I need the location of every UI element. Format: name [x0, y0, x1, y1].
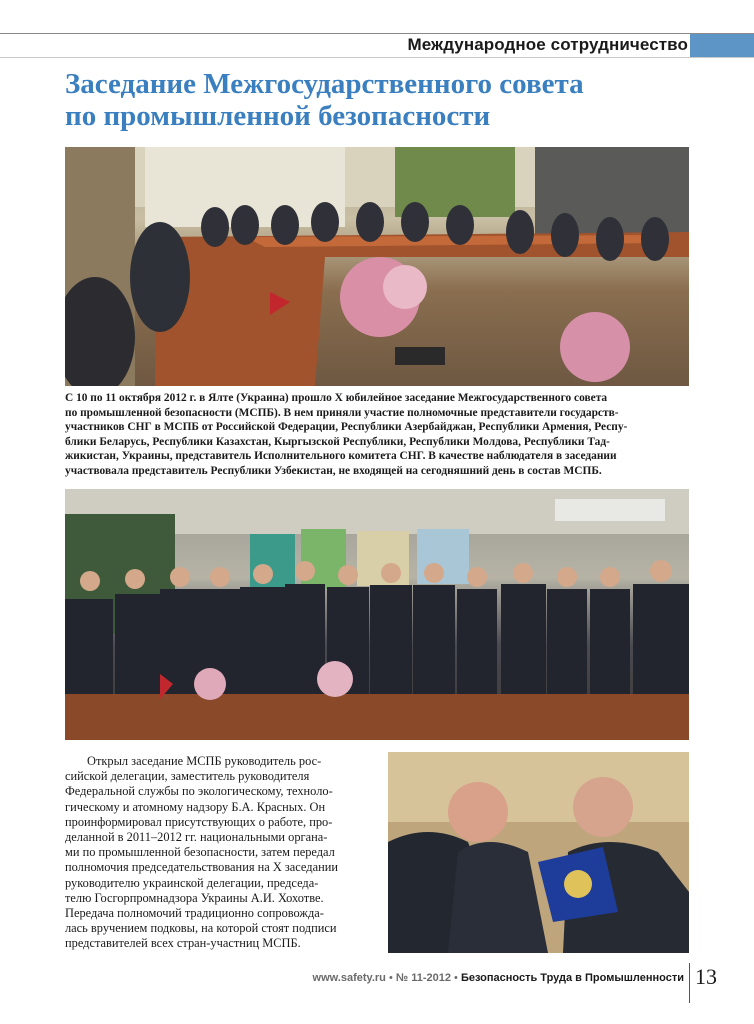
footer-site: www.safety.ru — [312, 972, 386, 984]
photo-caption — [65, 391, 689, 479]
body-line: руководителю украинской делегации, председа- — [65, 875, 319, 890]
caption-line: блики Беларусь, Республики Казахстан, Кыргызской Республики, Республики Молдова, Республики Тад- — [65, 435, 610, 448]
body-line: сийской делегации, заместитель руководителя — [65, 769, 310, 784]
body-line: полномочия председательствования на X заседании — [65, 860, 338, 875]
section-label: Международное сотрудничество — [407, 35, 688, 54]
title-line: Заседание Межгосударственного совета — [65, 68, 584, 100]
footer-bullet: • — [388, 972, 393, 984]
section-color-tab — [690, 34, 754, 57]
caption-line: участников СНГ в МСПБ от Российской Федерации, Республики Азербайджан, Республики Армения, Респу- — [65, 421, 628, 434]
body-line: лась вручением подковы, на которой стоят подписи — [65, 921, 337, 936]
caption-line: участвовала представитель Республики Узбекистан, не входящей на сегодняшний день в состав МСПБ. — [65, 464, 602, 477]
body-line: гическому и атомному надзору Б.А. Красных. Он — [65, 799, 326, 814]
footer-issue: № 11-2012 — [395, 972, 451, 984]
body-line: Федеральной службы по экологическому, техноло- — [65, 784, 333, 799]
group-photo — [65, 489, 689, 740]
footer-magazine: Безопасность Труда в Промышленности — [460, 972, 684, 984]
footer-bullet: • — [454, 972, 458, 984]
body-line: ми по промышленной безопасности, затем передал — [65, 845, 335, 860]
body-line: Открыл заседание МСПБ руководитель рос- — [87, 754, 322, 768]
body-line: проинформировал присутствующих о работе, про- — [65, 814, 333, 829]
caption-line: по промышленной безопасности (МСПБ). В нем приняли участие полномочные представители государств- — [65, 406, 619, 419]
meeting-room-photo — [65, 147, 689, 386]
article-title — [65, 68, 705, 132]
title-line: по промышленной безопасности — [65, 100, 491, 132]
body-line: представителей всех стран-участниц МСПБ. — [65, 936, 301, 951]
handover-photo — [388, 752, 689, 953]
header-bottom-rule — [0, 57, 754, 58]
article-body — [65, 754, 373, 952]
footer-divider — [689, 963, 690, 1003]
caption-line: жикистан, Украины, представитель Исполнительного комитета СНГ. В качестве наблюдателя в заседании — [65, 450, 617, 463]
footer-line — [250, 970, 684, 986]
body-line: деланной в 2011–2012 гг. национальными органа- — [65, 830, 328, 845]
body-line: телю Госгорпромнадзора Украины А.И. Хохотве. — [65, 890, 324, 905]
body-line: Передача полномочий традиционно сопровождa- — [65, 906, 324, 921]
caption-line: С 10 по 11 октября 2012 г. в Ялте (Украина) прошло X юбилейное заседание Межгосударственного совета — [65, 392, 608, 404]
page-number: 13 — [695, 964, 717, 989]
